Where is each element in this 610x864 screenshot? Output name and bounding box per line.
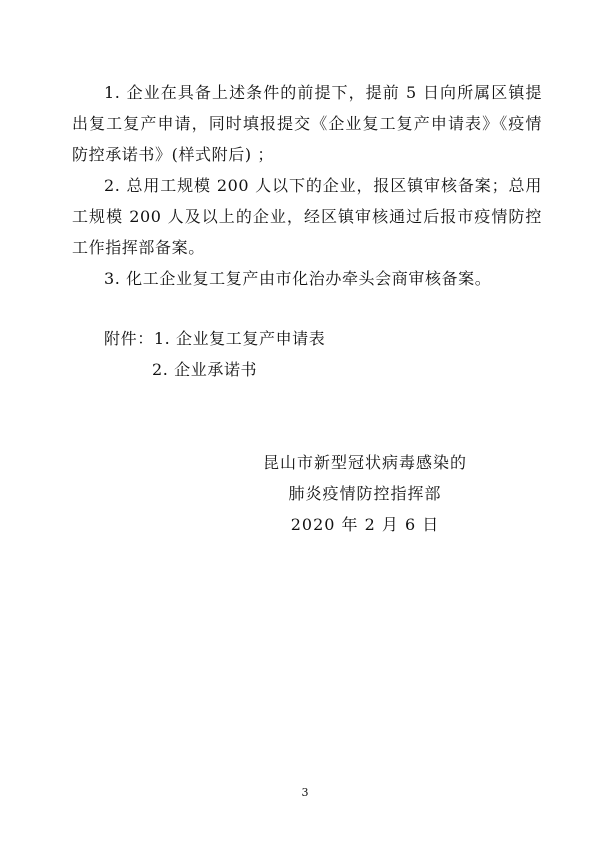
body-paragraph-3: 3. 化工企业复工复产由市化治办牵头会商审核备案。 (104, 269, 492, 288)
body-paragraph-1: 1. 企业在具备上述条件的前提下，提前 5 日向所属区镇提出复工复产申请，同时填报提交《企业复工复产申请表》《疫情防控承诺书》(样式附后) ； (72, 83, 542, 164)
attachment-row-2 (104, 354, 325, 385)
signature-date: 2020 年 2 月 6 日 (290, 515, 440, 534)
attachment-row-1 (104, 323, 325, 354)
body-paragraph-2: 2. 总用工规模 200 人以下的企业，报区镇审核备案；总用工规模 200 人及以上的企业，经区镇审核通过后报市疫情防控工作指挥部备案。 (72, 176, 542, 257)
attachment-item-1: 1. 企业复工复产申请表 (153, 329, 326, 348)
signature-org-line-2: 肺炎疫情防控指挥部 (288, 484, 442, 503)
attachments-block (104, 323, 325, 385)
signature-org-line-1: 昆山市新型冠状病毒感染的 (262, 453, 467, 472)
attachment-item-2: 2. 企业承诺书 (152, 360, 258, 379)
page-number: 3 (301, 786, 309, 799)
signature-block (230, 447, 500, 540)
attachments-label: 附件： (104, 329, 154, 348)
